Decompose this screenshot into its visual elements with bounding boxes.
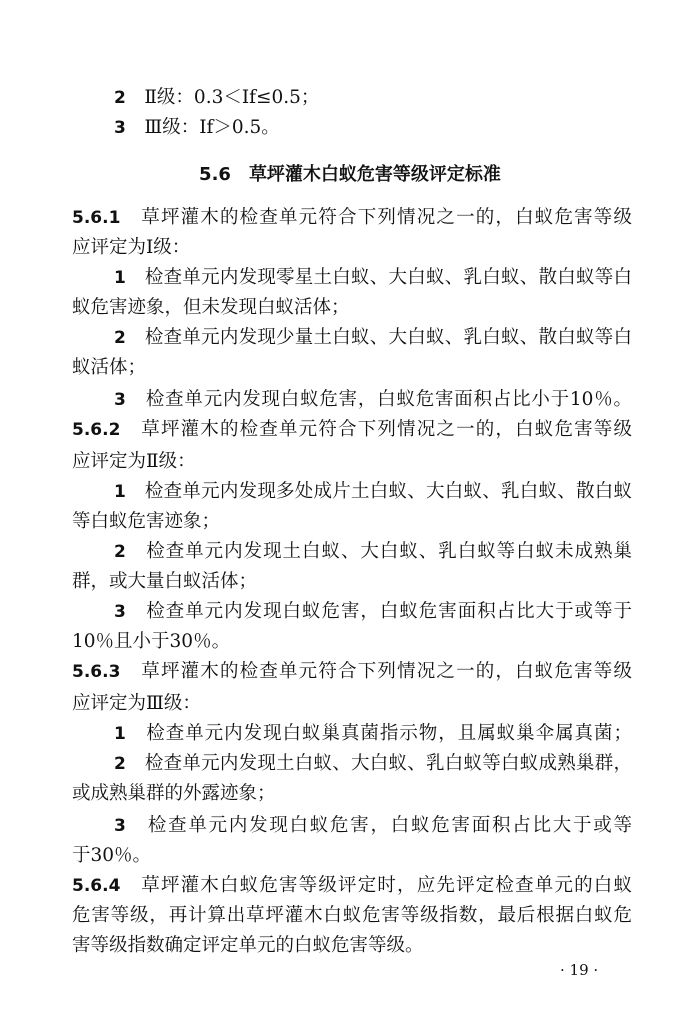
paragraph-line: 10％且小于30％。 <box>72 631 231 652</box>
clause-5-6-4: 5.6.4 草坪灌木白蚁危害等级评定时，应先评定检查单元的白蚁 <box>72 875 632 896</box>
paragraph-line: 应评定为Ⅱ级： <box>72 451 196 472</box>
list-item: 1 检查单元内发现零星土白蚁、大白蚁、乳白蚁、散白蚁等白 <box>114 267 632 288</box>
list-item: 2 检查单元内发现土白蚁、大白蚁、乳白蚁等白蚁成熟巢群， <box>114 753 632 774</box>
clause-5-6-1: 5.6.1 草坪灌木的检查单元符合下列情况之一的，白蚁危害等级 <box>72 207 632 228</box>
paragraph-line: 于30％。 <box>72 845 152 866</box>
paragraph-line: 等白蚁危害迹象； <box>72 511 221 532</box>
list-item: 1 检查单元内发现白蚁巢真菌指示物，且属蚁巢伞属真菌； <box>114 723 632 744</box>
list-item: 3 Ⅲ级：If＞0.5。 <box>114 117 280 138</box>
paragraph-line: 危害等级，再计算出草坪灌木白蚁危害等级指数，最后根据白蚁危 <box>72 905 632 926</box>
section-heading: 5.6 草坪灌木白蚁危害等级评定标准 <box>199 164 501 185</box>
list-item: 3 检查单元内发现白蚁危害，白蚁危害面积占比小于10％。 <box>114 389 632 410</box>
paragraph-line: 害等级指数确定评定单元的白蚁危害等级。 <box>72 935 424 956</box>
paragraph-line: 蚁活体； <box>72 357 147 378</box>
clause-5-6-3: 5.6.3 草坪灌木的检查单元符合下列情况之一的，白蚁危害等级 <box>72 661 632 682</box>
list-item: 2 Ⅱ级：0.3＜If≤0.5； <box>114 87 320 108</box>
list-item: 2 检查单元内发现少量土白蚁、大白蚁、乳白蚁、散白蚁等白 <box>114 327 632 348</box>
paragraph-line: 群，或大量白蚁活体； <box>72 571 258 592</box>
paragraph-line: 应评定为Ⅰ级： <box>72 237 191 258</box>
list-item: 1 检查单元内发现多处成片土白蚁、大白蚁、乳白蚁、散白蚁 <box>114 481 632 502</box>
clause-5-6-2: 5.6.2 草坪灌木的检查单元符合下列情况之一的，白蚁危害等级 <box>72 419 632 440</box>
list-item: 2 检查单元内发现土白蚁、大白蚁、乳白蚁等白蚁未成熟巢 <box>114 541 632 562</box>
paragraph-line: 应评定为Ⅲ级： <box>72 693 201 714</box>
list-item: 3 检查单元内发现白蚁危害，白蚁危害面积占比大于或等 <box>114 815 632 836</box>
list-item: 3 检查单元内发现白蚁危害，白蚁危害面积占比大于或等于 <box>114 601 632 622</box>
paragraph-line: 或成熟巢群的外露迹象； <box>72 783 276 804</box>
paragraph-line: 蚁危害迹象，但未发现白蚁活体； <box>72 297 350 318</box>
page-number: · 19 · <box>560 961 599 979</box>
